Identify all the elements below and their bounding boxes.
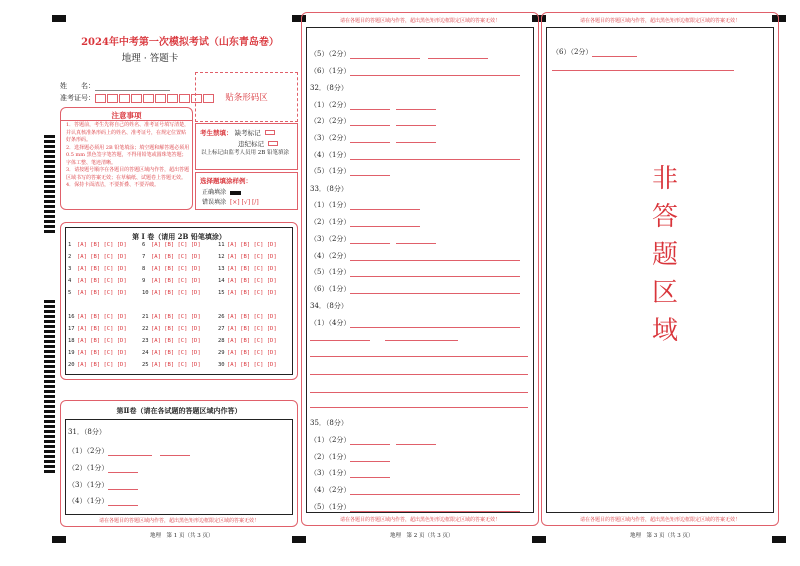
- question-part[interactable]: [310, 485, 520, 495]
- question-number: 10: [142, 290, 149, 296]
- q31-part-3[interactable]: （3）（1分）: [68, 480, 138, 490]
- question-number: 16: [68, 314, 75, 320]
- part-label: （5）（1分）: [310, 503, 351, 511]
- q31-part-2[interactable]: （2）（1分）: [68, 463, 138, 473]
- choice-bubbles[interactable]: [A] [B] [C] [D]: [227, 350, 277, 356]
- question-part[interactable]: [310, 435, 436, 445]
- question-number: 1: [68, 242, 72, 248]
- question-part[interactable]: [310, 217, 420, 227]
- choice-bubbles[interactable]: [A] [B] [C] [D]: [151, 266, 201, 272]
- choice-row-17[interactable]: [68, 326, 127, 332]
- question-label: 33．（8分）: [310, 185, 348, 193]
- answer-blank[interactable]: [350, 487, 520, 495]
- writing-line[interactable]: [310, 374, 528, 375]
- question-part[interactable]: [310, 318, 520, 328]
- answer-blank[interactable]: [350, 168, 390, 176]
- answer-blank[interactable]: [350, 236, 390, 244]
- choice-bubbles[interactable]: [A] [B] [C] [D]: [77, 278, 127, 284]
- choice-bubbles[interactable]: [A] [B] [C] [D]: [77, 350, 127, 356]
- question-part[interactable]: [310, 251, 520, 261]
- question-number: 2: [68, 254, 72, 260]
- choice-bubbles[interactable]: [A] [B] [C] [D]: [227, 314, 277, 320]
- choice-row-19[interactable]: [68, 350, 127, 356]
- question-number: 27: [218, 326, 225, 332]
- absent-checkbox[interactable]: [265, 130, 275, 135]
- answer-area-hint: 请在各题目的答题区域内作答，超出黑色矩形边框限定区域的答案无效！: [579, 517, 740, 523]
- notice-item: 2．选择题必须用 2B 铅笔填涂；填空题和解答题必须用 0.5 mm 黑色签字笔答题，不得用铅笔或圆珠笔答题；字体工整、笔迹清晰。: [66, 144, 190, 166]
- answer-blank[interactable]: [396, 437, 436, 445]
- q31-part-1[interactable]: （1）（2分）: [68, 446, 190, 456]
- part-label: （4）（2分）: [310, 252, 351, 260]
- answer-blank[interactable]: [350, 102, 390, 110]
- answer-blank[interactable]: [396, 118, 436, 126]
- choice-row-9[interactable]: [142, 278, 201, 284]
- timing-marks: [44, 300, 55, 475]
- question-number: 15: [218, 290, 225, 296]
- notice-item: 1．答题前，考生先将自己的姓名、准考证号填写清楚，并认真核准条形码上的姓名、准考证号，在规定位置贴好条形码。: [66, 122, 190, 143]
- choice-bubbles[interactable]: [A] [B] [C] [D]: [77, 254, 127, 260]
- choice-bubbles[interactable]: [A] [B] [C] [D]: [227, 266, 277, 272]
- choice-row-16[interactable]: [68, 314, 127, 320]
- answer-blank[interactable]: [428, 51, 488, 59]
- forbidden-note: 以上标记由监考人员用 2B 铅笔填涂: [201, 150, 290, 156]
- choice-bubbles[interactable]: [A] [B] [C] [D]: [77, 314, 127, 320]
- part-label: （1）（4分）: [310, 319, 351, 327]
- choice-row-12[interactable]: [218, 254, 277, 260]
- choice-row-2[interactable]: [68, 254, 127, 260]
- barcode-area: [195, 72, 298, 122]
- choice-row-30[interactable]: [218, 362, 277, 368]
- choice-bubbles[interactable]: [A] [B] [C] [D]: [151, 278, 201, 284]
- answer-blank[interactable]: [350, 253, 520, 261]
- question-number: 12: [218, 254, 225, 260]
- answer-blank[interactable]: [350, 454, 390, 462]
- choice-row-11[interactable]: [218, 242, 277, 248]
- answer-area-hint: 请在各题目的答题区域内作答，超出黑色矩形边框限定区域的答案无效！: [98, 518, 259, 524]
- choice-bubbles[interactable]: [A] [B] [C] [D]: [227, 278, 277, 284]
- question-number: 17: [68, 326, 75, 332]
- fill-example-box: [195, 172, 298, 210]
- question-part[interactable]: [310, 502, 520, 512]
- question-number: 5: [68, 290, 72, 296]
- choice-row-7[interactable]: [142, 254, 201, 260]
- corner-mark: [52, 15, 66, 22]
- exam-id-field[interactable]: [60, 93, 215, 103]
- page3-question-part[interactable]: （6）（2分）: [552, 47, 637, 57]
- question-number: 9: [142, 278, 146, 284]
- correct-fill-label: 正确填涂: [202, 189, 227, 196]
- part-label: （3）（1分）: [310, 469, 351, 477]
- choice-bubbles[interactable]: [A] [B] [C] [D]: [151, 350, 201, 356]
- answer-area-hint: 请在各题目的答题区域内作答，超出黑色矩形边框限定区域的答案无效！: [339, 18, 500, 24]
- choice-row-21[interactable]: [142, 314, 201, 320]
- exam-id-label: 准考证号：: [60, 94, 95, 102]
- answer-blank[interactable]: [350, 219, 420, 227]
- choice-bubbles[interactable]: [A] [B] [C] [D]: [151, 338, 201, 344]
- page-title: 2024年中考第一次模拟考试（山东青岛卷）: [81, 37, 279, 48]
- violation-checkbox[interactable]: [268, 141, 278, 146]
- notice-item: 3．请按题号顺序在各题目的答题区域内作答，超出答题区域书写的答案无效；在草稿纸、试题卷上答题无效。: [66, 167, 190, 181]
- answer-blank[interactable]: [350, 320, 520, 328]
- violation-label: 违纪标记: [238, 140, 264, 148]
- choice-bubbles[interactable]: [A] [B] [C] [D]: [151, 326, 201, 332]
- choice-bubbles[interactable]: [A] [B] [C] [D]: [77, 290, 127, 296]
- answer-blank[interactable]: [350, 437, 390, 445]
- question-part[interactable]: [310, 133, 436, 143]
- choice-bubbles[interactable]: [A] [B] [C] [D]: [227, 338, 277, 344]
- part-label: （3）（2分）: [310, 134, 351, 142]
- question-number: 25: [142, 362, 149, 368]
- choice-row-28[interactable]: [218, 338, 277, 344]
- writing-line[interactable]: [385, 340, 458, 341]
- question-number: 19: [68, 350, 75, 356]
- question-heading: [310, 83, 348, 93]
- choice-bubbles[interactable]: [A] [B] [C] [D]: [77, 266, 127, 272]
- timing-marks: [44, 135, 55, 235]
- question-part[interactable]: [310, 66, 520, 76]
- question-number: 20: [68, 362, 75, 368]
- choice-bubbles[interactable]: [A] [B] [C] [D]: [151, 314, 201, 320]
- answer-blank[interactable]: [350, 286, 520, 294]
- question-number: 26: [218, 314, 225, 320]
- question-part[interactable]: [310, 150, 520, 160]
- question-number: 22: [142, 326, 149, 332]
- question-number: 30: [218, 362, 225, 368]
- part-label: （5）（2分）: [310, 50, 351, 58]
- choice-bubbles[interactable]: [A] [B] [C] [D]: [151, 290, 201, 296]
- choice-row-14[interactable]: [218, 278, 277, 284]
- part-label: （2）（1分）: [310, 453, 351, 461]
- corner-mark: [292, 536, 306, 543]
- question-number: 7: [142, 254, 146, 260]
- page1-footer: 地理 第 1 页（共 3 页）: [150, 533, 214, 539]
- question-number: 29: [218, 350, 225, 356]
- choice-row-4[interactable]: [68, 278, 127, 284]
- question-label: 35．（8分）: [310, 419, 348, 427]
- answer-blank[interactable]: [350, 51, 420, 59]
- question-number: 13: [218, 266, 225, 272]
- non-answer-zone-label: 非 答 题 区 域: [651, 164, 678, 346]
- choice-row-22[interactable]: [142, 326, 201, 332]
- choice-bubbles[interactable]: [A] [B] [C] [D]: [227, 290, 277, 296]
- corner-mark: [772, 536, 786, 543]
- choice-bubbles[interactable]: [A] [B] [C] [D]: [227, 362, 277, 368]
- choice-row-23[interactable]: [142, 338, 201, 344]
- choice-bubbles[interactable]: [A] [B] [C] [D]: [77, 362, 127, 368]
- question-heading: [310, 301, 348, 311]
- question-number: 28: [218, 338, 225, 344]
- choice-bubbles[interactable]: [A] [B] [C] [D]: [227, 242, 277, 248]
- choice-row-26[interactable]: [218, 314, 277, 320]
- wrong-fill-label: 错误填涂: [202, 199, 227, 206]
- question-part[interactable]: [310, 284, 520, 294]
- section2-title: 第Ⅱ卷（请在各试题的答题区域内作答）: [116, 406, 242, 415]
- corner-mark: [532, 536, 546, 543]
- answer-blank[interactable]: [350, 269, 520, 277]
- choice-bubbles[interactable]: [A] [B] [C] [D]: [151, 254, 201, 260]
- question-number: 8: [142, 266, 146, 272]
- choice-row-29[interactable]: [218, 350, 277, 356]
- writing-line[interactable]: [310, 392, 528, 393]
- answer-blank[interactable]: [350, 68, 520, 76]
- choice-row-18[interactable]: [68, 338, 127, 344]
- notice-title: 注意事项: [111, 111, 142, 120]
- choice-bubbles[interactable]: [A] [B] [C] [D]: [227, 254, 277, 260]
- part-label: （3）（2分）: [310, 235, 351, 243]
- answer-blank[interactable]: [396, 236, 436, 244]
- question-number: 14: [218, 278, 225, 284]
- answer-blank[interactable]: [396, 102, 436, 110]
- answer-blank[interactable]: [350, 152, 520, 160]
- choice-row-6[interactable]: [142, 242, 201, 248]
- part-label: （5）（1分）: [310, 268, 351, 276]
- choice-bubbles[interactable]: [A] [B] [C] [D]: [77, 338, 127, 344]
- question-heading: [310, 184, 348, 194]
- question-number: 11: [218, 242, 225, 248]
- page-subtitle: 地理 · 答题卡: [121, 53, 179, 64]
- choice-bubbles[interactable]: [A] [B] [C] [D]: [151, 242, 201, 248]
- part-label: （5）（1分）: [310, 167, 351, 175]
- part-label: （2）（1分）: [310, 218, 351, 226]
- choice-row-8[interactable]: [142, 266, 201, 272]
- choice-row-25[interactable]: [142, 362, 201, 368]
- page2-footer: 地理 第 2 页（共 3 页）: [390, 533, 454, 539]
- answer-blank[interactable]: [350, 118, 390, 126]
- choice-row-3[interactable]: [68, 266, 127, 272]
- name-label: 姓 名：: [60, 82, 95, 90]
- section1-title: 第 Ⅰ 卷（请用 2B 铅笔填涂）: [132, 232, 226, 241]
- question-part[interactable]: [310, 100, 436, 110]
- choice-bubbles[interactable]: [A] [B] [C] [D]: [77, 326, 127, 332]
- choice-row-1[interactable]: [68, 242, 127, 248]
- question-number: 6: [142, 242, 146, 248]
- part-label: （2）（2分）: [310, 117, 351, 125]
- answer-area-hint: 请在各题目的答题区域内作答，超出黑色矩形边框限定区域的答案无效！: [579, 18, 740, 24]
- writing-line[interactable]: [310, 356, 528, 357]
- name-field[interactable]: [60, 81, 170, 91]
- question-number: 21: [142, 314, 149, 320]
- part-label: （1）（2分）: [310, 436, 351, 444]
- part-label: （6）（1分）: [310, 285, 351, 293]
- answer-blank[interactable]: [396, 135, 436, 143]
- question-part[interactable]: [310, 116, 436, 126]
- question-number: 23: [142, 338, 149, 344]
- choice-row-20[interactable]: [68, 362, 127, 368]
- answer-blank[interactable]: [350, 504, 520, 512]
- choice-row-5[interactable]: [68, 290, 127, 296]
- writing-line[interactable]: [310, 407, 528, 408]
- choice-bubbles[interactable]: [A] [B] [C] [D]: [77, 242, 127, 248]
- question-part[interactable]: [310, 49, 488, 59]
- page3-footer: 地理 第 3 页（共 3 页）: [630, 533, 694, 539]
- choice-bubbles[interactable]: [A] [B] [C] [D]: [227, 326, 277, 332]
- answer-blank[interactable]: [350, 135, 390, 143]
- question-part[interactable]: [310, 200, 420, 210]
- answer-blank[interactable]: [350, 470, 390, 478]
- notice-item: 4．保持卡面清洁，不要折叠、不要弄破。: [66, 182, 160, 188]
- corner-mark: [52, 536, 66, 543]
- question-part[interactable]: [310, 468, 390, 478]
- correct-fill-swatch: [230, 191, 241, 195]
- q31-part-4[interactable]: （4）（1分）: [68, 496, 138, 506]
- part-label: （6）（1分）: [310, 67, 351, 75]
- wrong-fill-marks: [×] [√] [/]: [229, 199, 259, 206]
- choice-row-13[interactable]: [218, 266, 277, 272]
- choice-row-10[interactable]: [142, 290, 201, 296]
- notice-box: [60, 107, 193, 210]
- answer-area-hint: 请在各题目的答题区域内作答，超出黑色矩形边框限定区域的答案无效！: [339, 517, 500, 523]
- part-label: （1）（1分）: [310, 201, 351, 209]
- barcode-label: 贴条形码区: [225, 93, 268, 103]
- choice-bubbles[interactable]: [A] [B] [C] [D]: [151, 362, 201, 368]
- answer-blank[interactable]: [350, 202, 420, 210]
- writing-line[interactable]: [310, 340, 370, 341]
- part-label: （1）（2分）: [310, 101, 351, 109]
- choice-row-24[interactable]: [142, 350, 201, 356]
- question-number: 3: [68, 266, 72, 272]
- forbidden-label: 考生禁填：: [200, 129, 233, 137]
- question-number: 18: [68, 338, 75, 344]
- question-part[interactable]: [310, 267, 520, 277]
- part-label: （4）（1分）: [310, 151, 351, 159]
- question-number: 24: [142, 350, 149, 356]
- question-number: 4: [68, 278, 72, 284]
- question-label: 34．（8分）: [310, 302, 348, 310]
- question-heading: [310, 418, 348, 428]
- choice-row-15[interactable]: [218, 290, 277, 296]
- absent-label: 缺考标记: [234, 129, 261, 137]
- page3-line[interactable]: [552, 70, 734, 71]
- question-part[interactable]: [310, 166, 390, 176]
- question-label: 32．（8分）: [310, 84, 348, 92]
- part-label: （4）（2分）: [310, 486, 351, 494]
- choice-row-27[interactable]: [218, 326, 277, 332]
- question-part[interactable]: [310, 452, 390, 462]
- fill-example-title: 选择题填涂样例：: [200, 177, 252, 185]
- forbidden-box: [195, 123, 298, 170]
- question-part[interactable]: [310, 234, 436, 244]
- question-31: 31．（8分）: [68, 428, 106, 436]
